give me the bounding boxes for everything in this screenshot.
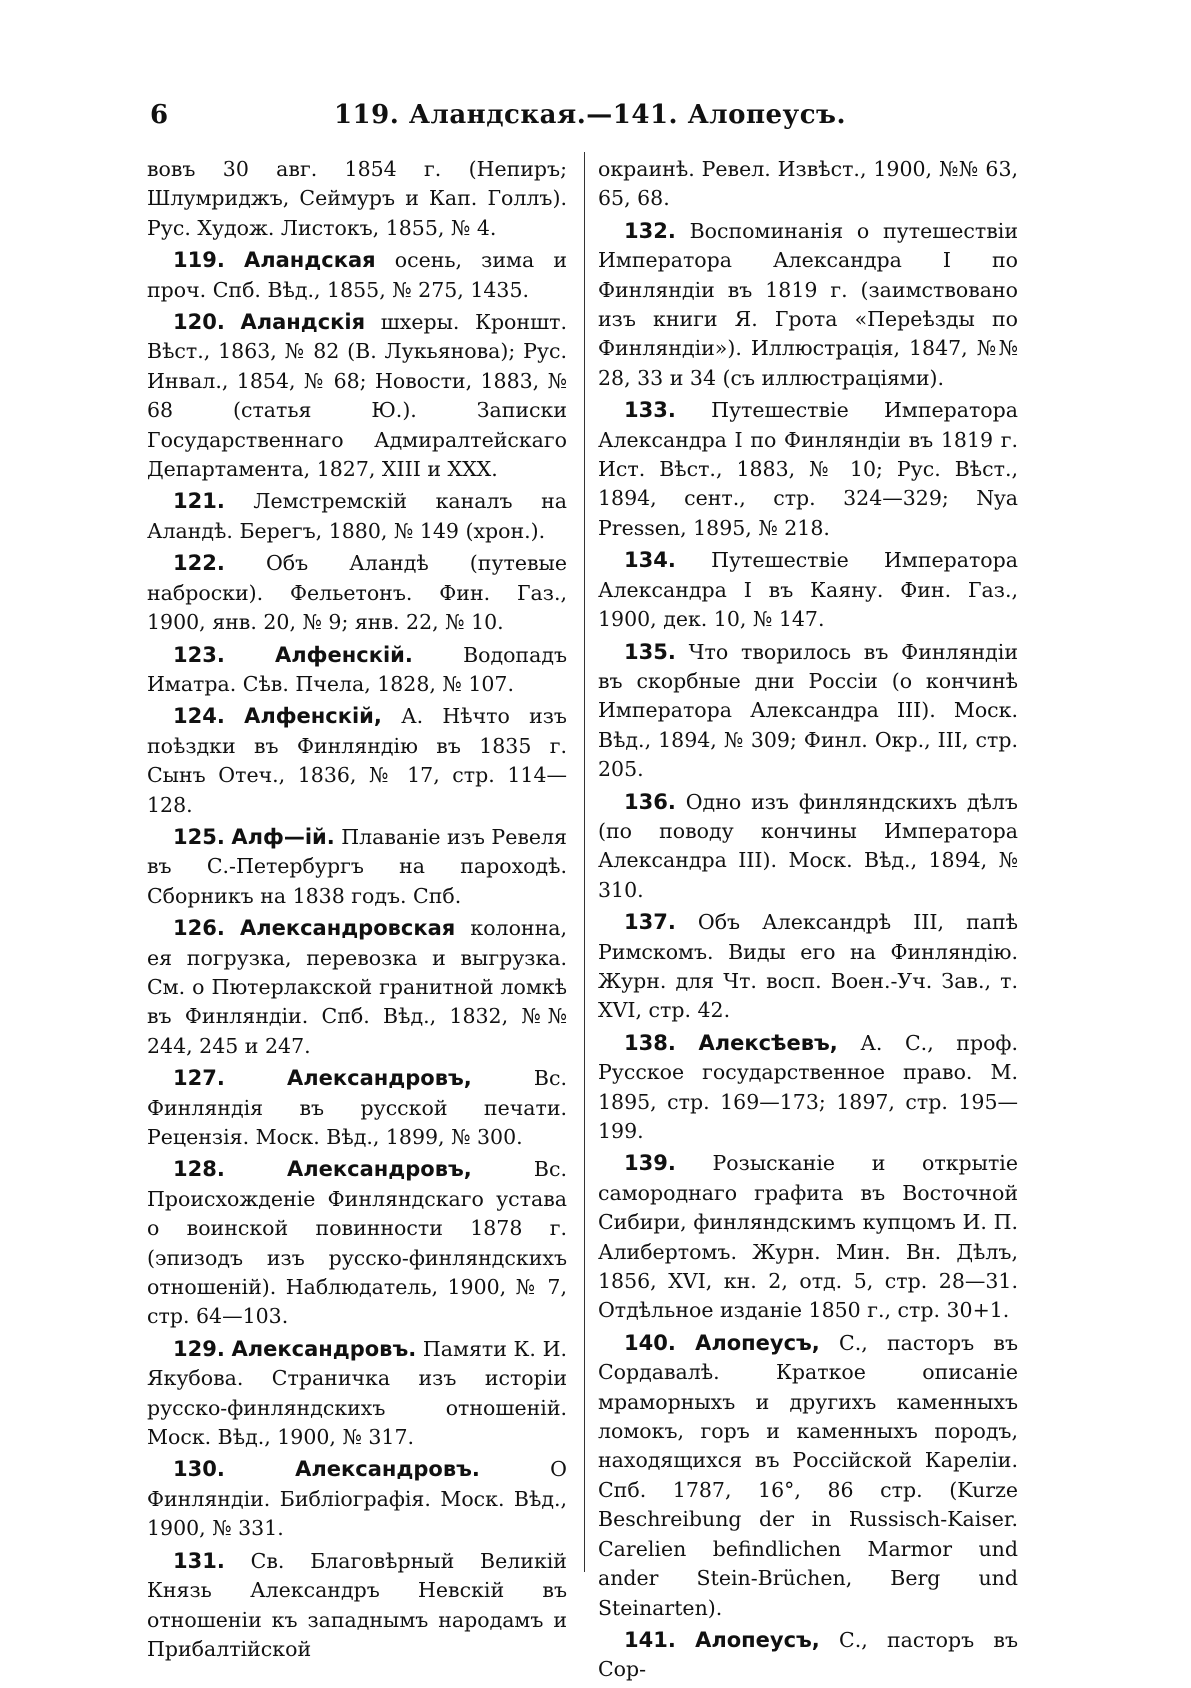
entry-text: О Финляндіи. Библіографія. Моск. Вѣд., 1900, № 331. — [147, 1457, 567, 1541]
entry-number: 128. — [173, 1157, 225, 1182]
bibliography-entry — [598, 1029, 1018, 1147]
bibliography-entry — [598, 217, 1018, 393]
entry-number: 127. — [173, 1066, 225, 1091]
entry-heading: Алопеусъ, — [695, 1330, 820, 1355]
entry-number: 120. — [173, 310, 225, 335]
bibliography-entry — [147, 1547, 567, 1665]
entry-text: Вс. Финляндія въ русской печати. Рецензія. Моск. Вѣд., 1899, № 300. — [147, 1066, 567, 1149]
entry-number: 136. — [624, 789, 676, 814]
bibliography-entry — [147, 308, 567, 484]
entry-number: 141. — [624, 1627, 676, 1652]
entry-text: Объ Александрѣ III, папѣ Римскомъ. Виды его на Финляндію. Журн. для Чт. восп. Воен.-Уч. Зав., т. XVI, стр. 42. — [598, 910, 1018, 1023]
bibliography-entry — [598, 638, 1018, 785]
entry-heading: Александровъ. — [231, 1336, 417, 1361]
bibliography-entry — [598, 908, 1018, 1026]
entry-heading: Алфенскій, — [244, 704, 382, 729]
entry-number: 139. — [624, 1151, 676, 1176]
bibliography-entry — [598, 155, 1018, 214]
bibliography-entry — [598, 788, 1018, 906]
entry-text: Воспоминанія о путешествіи Императора Александра I по Финляндіи въ 1819 г. (заимствовано изъ книги Я. Грота «Переѣзды по Финляндіи»). Иллюстрація, 1847, №№ 28, 33 и 34 (съ иллюстраціями). — [598, 218, 1018, 390]
entry-number: 131. — [173, 1548, 225, 1573]
bibliography-entry — [147, 1155, 567, 1331]
entry-text: колонна, ея погрузка, перевозка и выгрузка. См. о Пютерлакской гранитной ломкѣ въ Финляндіи. Спб. Вѣд., 1832, №№ 244, 245 и 247. — [147, 916, 567, 1058]
entry-text: Плаваніе изъ Ревеля въ С.-Петербургъ на пароходѣ. Сборникъ на 1838 годъ. Спб. — [147, 824, 567, 908]
entry-text: Объ Аландѣ (путевые наброски). Фельетонъ. Фин. Газ., 1900, янв. 20, № 9; янв. 22, № 10. — [147, 551, 567, 635]
entry-number: 133. — [624, 398, 676, 423]
entry-number: 134. — [624, 548, 676, 573]
entry-text: осень, зима и проч. Спб. Вѣд., 1855, № 275, 1435. — [147, 248, 567, 302]
entry-number: 135. — [624, 639, 676, 664]
entry-text: Путешествіе Императора Александра I въ Каяну. Фин. Газ., 1900, дек. 10, № 147. — [598, 548, 1018, 632]
entry-heading: Александровъ, — [287, 1157, 472, 1182]
entry-text: вовъ 30 авг. 1854 г. (Непиръ; Шлумриджъ, Сеймуръ и Кап. Голлъ). Рус. Худож. Листокъ, 1855, № 4. — [147, 157, 567, 240]
right-column — [598, 155, 1018, 1688]
entry-number: 138. — [624, 1030, 676, 1055]
bibliography-entry — [147, 641, 567, 700]
entry-heading: Алексѣевъ, — [698, 1030, 838, 1055]
entry-text: Лемстремскій каналъ на Аландѣ. Берегъ, 1880, № 149 (хрон.). — [147, 489, 567, 543]
bibliography-entry — [598, 1626, 1018, 1685]
left-column — [147, 155, 567, 1667]
entry-heading: Алопеусъ, — [695, 1627, 820, 1652]
entry-heading: Алф—ій. — [231, 824, 335, 849]
entry-number: 126. — [173, 916, 225, 941]
bibliography-entry — [147, 549, 567, 637]
bibliography-entry — [598, 546, 1018, 634]
bibliography-entry — [598, 1329, 1018, 1623]
entry-text: Одно изъ финляндскихъ дѣлъ (по поводу кончины Императора Александра III). Моск. Вѣд., 1894, № 310. — [598, 789, 1018, 902]
entry-text: Что творилось въ Финляндіи въ скорбные дни Россіи (о кончинѣ Императора Александра III). Моск. Вѣд., 1894, № 309; Финл. Окр., III, стр. 205. — [598, 639, 1018, 782]
entry-text: Памяти К. И. Якубова. Страничка изъ исторіи русско-финляндскихъ отношеній. Моск. Вѣд., 1900, № 317. — [147, 1336, 567, 1450]
bibliography-entry — [147, 1455, 567, 1543]
entry-number: 140. — [624, 1330, 676, 1355]
entry-number: 137. — [624, 910, 676, 935]
running-title: 119. Аландская.—141. Алопеусъ. — [333, 100, 847, 130]
entry-number: 125. — [173, 824, 225, 849]
entry-heading: Аландскія — [240, 310, 366, 335]
bibliography-entry — [598, 1149, 1018, 1325]
entry-heading: Александровская — [239, 916, 456, 941]
bibliography-entry — [147, 487, 567, 546]
entry-text: Путешествіе Императора Александра I по Финляндіи въ 1819 г. Ист. Вѣст., 1883, № 10; Рус. Вѣст., 1894, сент., стр. 324—329; Nya Pressen, 1895, № 218. — [598, 398, 1018, 540]
entry-heading: Алфенскій. — [275, 642, 413, 667]
bibliography-entry — [147, 155, 567, 243]
bibliography-entry — [598, 396, 1018, 543]
entry-number: 121. — [173, 489, 225, 514]
page-header — [150, 100, 1030, 140]
entry-text: С., пасторъ въ Сордавалѣ. Краткое описаніе мраморныхъ и другихъ каменныхъ ломокъ, горъ и каменныхъ породъ, находящихся въ Россійской Кареліи. Спб. 1787, 16°, 86 стр. (Kurze Beschreibung der in Russisch-Kaiser. Carelien befindlichen Marmor und ander Stein-Brüchen, Berg und Steinarten). — [598, 1330, 1018, 1620]
entry-heading: Александровъ, — [287, 1066, 472, 1091]
entry-heading: Аландская — [243, 248, 376, 273]
bibliography-entry — [147, 1335, 567, 1453]
entry-number: 119. — [173, 248, 225, 273]
bibliography-entry — [147, 702, 567, 820]
column-divider — [584, 152, 585, 1572]
entry-number: 124. — [173, 704, 225, 729]
entry-number: 132. — [624, 218, 676, 243]
bibliography-entry — [147, 914, 567, 1061]
page-number: 6 — [150, 100, 169, 130]
entry-number: 122. — [173, 551, 225, 576]
bibliography-entry — [147, 823, 567, 911]
bibliography-entry — [147, 246, 567, 305]
entry-text: А. С., проф. Русское государственное право. М. 1895, стр. 169—173; 1897, стр. 195—199. — [598, 1030, 1018, 1143]
entry-number: 129. — [173, 1336, 225, 1361]
entry-text: Розысканіе и открытіе самороднаго графита въ Восточной Сибири, финляндскимъ купцомъ И. П. Алибертомъ. Журн. Мин. Вн. Дѣлъ, 1856, XVI, кн. 2, отд. 5, стр. 28—31. Отдѣльное изданіе 1850 г., стр. 30+1. — [598, 1151, 1018, 1323]
entry-number: 130. — [173, 1457, 225, 1482]
entry-text: шхеры. Кроншт. Вѣст., 1863, № 82 (В. Лукьянова); Рус. Инвал., 1854, № 68; Новости, 1883, № 68 (статья Ю.). Записки Государственнаго Адмиралтейскаго Департамента, 1827, XIII и XXX. — [147, 310, 567, 482]
entry-text: С., пасторъ въ Сор- — [598, 1627, 1018, 1682]
entry-number: 123. — [173, 642, 225, 667]
entry-text: окраинѣ. Ревел. Извѣст., 1900, №№ 63, 65, 68. — [598, 157, 1018, 211]
entry-text: Водопадъ Иматра. Сѣв. Пчела, 1828, № 107. — [147, 642, 567, 696]
bibliography-entry — [147, 1064, 567, 1152]
entry-text: Св. Благовѣрный Великій Князь Александръ Невскій въ отношеніи къ западнымъ народамъ и Прибалтійской — [147, 1548, 567, 1661]
entry-text: Вс. Происхожденіе Финляндскаго устава о воинской повинности 1878 г. (эпизодъ изъ русско-финляндскихъ отношеній). Наблюдатель, 1900, № 7, стр. 64—103. — [147, 1157, 567, 1329]
entry-text: А. Нѣчто изъ поѣздки въ Финляндію въ 1835 г. Сынъ Отеч., 1836, № 17, стр. 114—128. — [147, 704, 567, 817]
entry-heading: Александровъ. — [295, 1457, 480, 1482]
